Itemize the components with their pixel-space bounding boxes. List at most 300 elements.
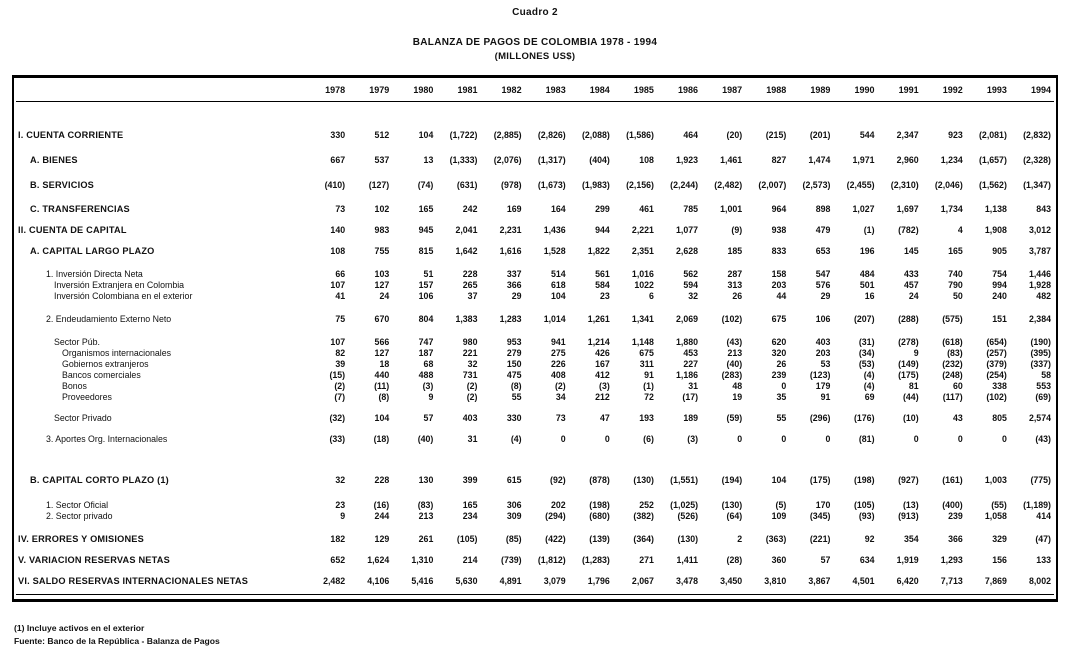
value-cell: 584	[595, 280, 610, 290]
value-cell: 39	[335, 359, 346, 369]
value-cell: 104	[771, 475, 787, 485]
value-cell: (102)	[721, 314, 743, 324]
value-cell: (47)	[1035, 534, 1051, 544]
value-cell: 92	[864, 534, 875, 544]
value-cell: (17)	[682, 392, 699, 402]
table-row	[16, 392, 1054, 403]
value-cell: 338	[992, 381, 1007, 391]
value-cell: 239	[948, 511, 963, 521]
row-label: Inversión Colombiana en el exterior	[54, 291, 193, 301]
value-cell: 366	[506, 280, 522, 290]
table-row	[16, 130, 1054, 141]
value-cell: 2,628	[676, 246, 699, 256]
value-cell: 5,630	[455, 576, 478, 586]
value-cell: 399	[462, 475, 478, 485]
value-cell: 0	[560, 434, 566, 444]
value-cell: (1,983)	[581, 180, 610, 190]
value-cell: (7)	[334, 392, 346, 402]
value-cell: 755	[374, 246, 390, 256]
value-cell: (201)	[809, 130, 831, 140]
value-cell: (775)	[1030, 475, 1051, 485]
value-cell: 227	[683, 359, 699, 369]
value-cell: (654)	[986, 337, 1007, 347]
value-cell: 0	[1001, 434, 1007, 444]
row-label: Sector Púb.	[54, 337, 100, 347]
value-cell: 73	[335, 204, 346, 214]
value-cell: 1,616	[499, 246, 522, 256]
value-cell: 72	[644, 392, 654, 402]
value-cell: 213	[418, 511, 434, 521]
value-cell: (1,189)	[1023, 500, 1051, 510]
year-column-header: 1980	[413, 85, 434, 95]
value-cell: 193	[639, 413, 654, 423]
value-cell: 0	[957, 434, 963, 444]
value-cell: (232)	[942, 359, 963, 369]
table-row	[16, 475, 1054, 486]
table-row	[16, 434, 1054, 445]
value-cell: 938	[771, 225, 787, 235]
value-cell: (927)	[898, 475, 919, 485]
value-cell: 0	[737, 434, 743, 444]
value-cell: 620	[771, 337, 787, 347]
table-caption: Cuadro 2	[512, 7, 558, 18]
row-label: Bonos	[62, 381, 87, 391]
year-column-header: 1988	[766, 85, 787, 95]
value-cell: (2)	[554, 381, 566, 391]
value-cell: (1,586)	[626, 130, 654, 140]
value-cell: (1,562)	[979, 180, 1007, 190]
value-cell: 16	[864, 291, 875, 301]
value-cell: (194)	[721, 475, 743, 485]
page-title: BALANZA DE PAGOS DE COLOMBIA 1978 - 1994	[412, 37, 658, 48]
value-cell: (15)	[329, 370, 346, 380]
value-cell: 106	[418, 291, 434, 301]
value-cell: 252	[639, 500, 654, 510]
value-cell: 311	[639, 359, 654, 369]
table-row	[16, 555, 1054, 566]
value-cell: 58	[1041, 370, 1051, 380]
table-row	[16, 314, 1054, 325]
value-cell: 32	[335, 475, 346, 485]
value-cell: (296)	[809, 413, 831, 423]
table-row	[16, 155, 1054, 166]
row-label: Sector Privado	[54, 413, 112, 423]
value-cell: 1,461	[720, 155, 743, 165]
value-cell: 69	[864, 392, 875, 402]
value-cell: 1,016	[631, 269, 654, 279]
value-cell: 566	[374, 337, 390, 347]
row-label: V. VARIACION RESERVAS NETAS	[18, 555, 170, 565]
value-cell: 104	[374, 413, 390, 423]
value-cell: (81)	[858, 434, 875, 444]
table-row	[16, 500, 1054, 511]
row-label: A. BIENES	[30, 155, 78, 165]
value-cell: (83)	[947, 348, 963, 358]
value-cell: (379)	[986, 359, 1007, 369]
value-cell: 24	[379, 291, 390, 301]
value-cell: (1,317)	[537, 155, 566, 165]
value-cell: 0	[781, 434, 787, 444]
value-cell: 479	[815, 225, 831, 235]
value-cell: 127	[374, 348, 390, 358]
value-cell: (422)	[545, 534, 566, 544]
value-cell: 18	[379, 359, 390, 369]
value-cell: 366	[948, 534, 963, 544]
value-cell: 634	[859, 555, 875, 565]
value-cell: (59)	[726, 413, 743, 423]
value-cell: (139)	[589, 534, 610, 544]
value-cell: 244	[374, 511, 390, 521]
value-cell: 106	[815, 314, 831, 324]
value-cell: 1,003	[984, 475, 1007, 485]
value-cell: (337)	[1030, 359, 1051, 369]
value-cell: (400)	[942, 500, 963, 510]
value-cell: (1,551)	[670, 475, 699, 485]
value-cell: 23	[335, 500, 346, 510]
value-cell: (254)	[986, 370, 1007, 380]
value-cell: 228	[462, 269, 478, 279]
value-cell: (40)	[726, 359, 743, 369]
value-cell: (2,244)	[670, 180, 699, 190]
row-label: II. CUENTA DE CAPITAL	[18, 225, 127, 235]
value-cell: 26	[776, 359, 787, 369]
value-cell: 129	[374, 534, 390, 544]
value-cell: 1,697	[896, 204, 919, 214]
table-bottom-rule	[16, 594, 1054, 595]
year-column-header: 1992	[942, 85, 963, 95]
value-cell: (74)	[417, 180, 434, 190]
value-cell: 164	[551, 204, 566, 214]
value-cell: 203	[815, 348, 831, 358]
value-cell: (4)	[863, 381, 875, 391]
value-cell: 145	[903, 246, 919, 256]
value-cell: 133	[1036, 555, 1051, 565]
value-cell: 2,231	[499, 225, 522, 235]
value-cell: 202	[551, 500, 566, 510]
table-row	[16, 370, 1054, 381]
value-cell: 1,436	[543, 225, 566, 235]
value-cell: 13	[423, 155, 434, 165]
value-cell: 156	[992, 555, 1007, 565]
value-cell: 189	[683, 413, 699, 423]
value-cell: 615	[506, 475, 522, 485]
value-cell: 196	[859, 246, 875, 256]
value-cell: 109	[771, 511, 787, 521]
value-cell: 562	[683, 269, 699, 279]
value-cell: (680)	[589, 511, 610, 521]
value-cell: 337	[506, 269, 522, 279]
value-cell: 0	[913, 434, 919, 444]
row-label: B. SERVICIOS	[30, 180, 95, 190]
value-cell: 945	[418, 225, 434, 235]
value-cell: 501	[859, 280, 875, 290]
value-cell: (1,347)	[1023, 180, 1051, 190]
value-cell: 53	[820, 359, 831, 369]
value-cell: 41	[335, 291, 346, 301]
value-cell: (410)	[324, 180, 346, 190]
row-label: 2. Endeudamiento Externo Neto	[46, 314, 172, 324]
value-cell: (2,081)	[979, 130, 1007, 140]
value-cell: 1,624	[367, 555, 390, 565]
value-cell: 26	[732, 291, 743, 301]
value-cell: (1,812)	[537, 555, 566, 565]
value-cell: 9	[428, 392, 434, 402]
value-cell: 5,416	[411, 576, 434, 586]
value-cell: 8,002	[1028, 576, 1051, 586]
value-cell: 313	[727, 280, 743, 290]
value-cell: 1,908	[984, 225, 1007, 235]
value-cell: 167	[595, 359, 610, 369]
table-row	[16, 180, 1054, 191]
value-cell: 354	[903, 534, 919, 544]
value-cell: (1,025)	[670, 500, 699, 510]
value-cell: 44	[776, 291, 787, 301]
row-label: IV. ERRORES Y OMISIONES	[18, 534, 144, 544]
year-column-header: 1986	[678, 85, 699, 95]
year-column-header: 1978	[325, 85, 346, 95]
value-cell: 3,012	[1028, 225, 1051, 235]
value-cell: (2,076)	[493, 155, 522, 165]
value-cell: 203	[771, 280, 787, 290]
row-label: B. CAPITAL CORTO PLAZO (1)	[30, 475, 169, 485]
value-cell: 1,642	[455, 246, 478, 256]
value-cell: (93)	[858, 511, 875, 521]
value-cell: 107	[330, 337, 346, 347]
value-cell: (2)	[466, 381, 478, 391]
value-cell: 2,067	[631, 576, 654, 586]
value-cell: 329	[992, 534, 1007, 544]
value-cell: (257)	[986, 348, 1007, 358]
value-cell: 1,383	[455, 314, 478, 324]
value-cell: 1,001	[720, 204, 743, 214]
value-cell: 2,351	[631, 246, 654, 256]
value-cell: 261	[418, 534, 434, 544]
value-cell: 403	[815, 337, 831, 347]
value-cell: (190)	[1030, 337, 1051, 347]
value-cell: 1,880	[676, 337, 699, 347]
value-cell: (4)	[863, 370, 875, 380]
value-cell: 2,221	[631, 225, 654, 235]
value-cell: 464	[683, 130, 699, 140]
value-cell: 309	[506, 511, 522, 521]
value-cell: 81	[908, 381, 919, 391]
value-cell: 9	[340, 511, 346, 521]
value-cell: (1,657)	[979, 155, 1007, 165]
value-cell: 4,501	[852, 576, 875, 586]
value-cell: (2,455)	[846, 180, 875, 190]
value-cell: 2,347	[896, 130, 919, 140]
value-cell: (1)	[863, 225, 875, 235]
value-cell: 6,420	[896, 576, 919, 586]
value-cell: 3,478	[676, 576, 699, 586]
value-cell: 2,041	[455, 225, 478, 235]
year-column-header: 1985	[633, 85, 654, 95]
value-cell: (404)	[589, 155, 610, 165]
value-cell: 130	[418, 475, 434, 485]
value-cell: 185	[727, 246, 743, 256]
value-cell: 165	[948, 246, 963, 256]
value-cell: (198)	[589, 500, 610, 510]
value-cell: (278)	[898, 337, 919, 347]
value-cell: 1,796	[587, 576, 610, 586]
value-cell: 1,186	[676, 370, 699, 380]
value-cell: (382)	[633, 511, 654, 521]
value-cell: (215)	[765, 130, 787, 140]
table-row	[16, 576, 1054, 587]
value-cell: 547	[815, 269, 831, 279]
value-cell: 7,713	[940, 576, 963, 586]
value-cell: (40)	[417, 434, 434, 444]
value-cell: 1,027	[852, 204, 875, 214]
value-cell: (878)	[589, 475, 610, 485]
value-cell: (364)	[633, 534, 654, 544]
value-cell: 482	[1036, 291, 1051, 301]
table-row	[16, 280, 1054, 291]
value-cell: 805	[992, 413, 1007, 423]
value-cell: (1,283)	[581, 555, 610, 565]
value-cell: 330	[330, 130, 346, 140]
year-header-row	[16, 78, 1054, 102]
year-column-header: 1982	[501, 85, 522, 95]
value-cell: 2	[737, 534, 743, 544]
value-cell: (44)	[902, 392, 919, 402]
units-subtitle: (MILLONES US$)	[494, 51, 576, 62]
table-row	[16, 534, 1054, 545]
value-cell: 1,293	[940, 555, 963, 565]
row-label: I. CUENTA CORRIENTE	[18, 130, 124, 140]
value-cell: (8)	[510, 381, 522, 391]
footnotes	[14, 622, 1070, 649]
value-cell: (117)	[942, 392, 963, 402]
value-cell: 66	[335, 269, 346, 279]
value-cell: (149)	[898, 359, 919, 369]
value-cell: 457	[903, 280, 919, 290]
value-cell: 740	[948, 269, 963, 279]
value-cell: (2)	[466, 392, 478, 402]
value-cell: 320	[771, 348, 787, 358]
value-cell: 3,810	[764, 576, 787, 586]
value-cell: (8)	[378, 392, 390, 402]
value-cell: 4	[957, 225, 963, 235]
row-label: 2. Sector privado	[46, 511, 113, 521]
value-cell: (130)	[721, 500, 743, 510]
value-cell: (53)	[858, 359, 875, 369]
value-cell: 670	[374, 314, 390, 324]
value-cell: (526)	[677, 511, 699, 521]
value-cell: 157	[418, 280, 434, 290]
value-cell: 242	[462, 204, 478, 214]
value-cell: 1,261	[587, 314, 610, 324]
value-cell: 594	[683, 280, 699, 290]
value-cell: 843	[1036, 204, 1051, 214]
value-cell: (221)	[809, 534, 831, 544]
value-cell: (2,046)	[934, 180, 963, 190]
source-note: Fuente: Banco de la República - Balanza de Pagos	[14, 636, 220, 647]
value-cell: (92)	[550, 475, 566, 485]
value-cell: 953	[506, 337, 522, 347]
value-cell: 2,482	[323, 576, 346, 586]
value-cell: 299	[595, 204, 610, 214]
value-cell: 34	[555, 392, 566, 402]
value-cell: 91	[820, 392, 831, 402]
value-cell: 537	[374, 155, 390, 165]
value-cell: 102	[374, 204, 390, 214]
table-row	[16, 269, 1054, 280]
value-cell: 754	[992, 269, 1007, 279]
value-cell: 103	[374, 269, 390, 279]
value-cell: 804	[418, 314, 434, 324]
row-label: VI. SALDO RESERVAS INTERNACIONALES NETAS	[18, 576, 249, 586]
value-cell: 19	[732, 392, 743, 402]
value-cell: 43	[952, 413, 963, 423]
value-cell: (176)	[853, 413, 875, 423]
value-cell: 165	[418, 204, 434, 214]
value-cell: (64)	[726, 511, 743, 521]
value-cell: 32	[688, 291, 699, 301]
value-cell: (782)	[898, 225, 919, 235]
value-cell: 187	[418, 348, 434, 358]
value-cell: (363)	[765, 534, 787, 544]
value-cell: 905	[992, 246, 1007, 256]
value-cell: 1,919	[896, 555, 919, 565]
value-cell: 667	[330, 155, 346, 165]
value-cell: 1,058	[984, 511, 1007, 521]
value-cell: (33)	[329, 434, 346, 444]
year-column-header: 1983	[545, 85, 566, 95]
year-column-header: 1993	[986, 85, 1007, 95]
value-cell: 306	[506, 500, 522, 510]
value-cell: 561	[595, 269, 610, 279]
value-cell: 833	[771, 246, 787, 256]
value-cell: (345)	[809, 511, 831, 521]
value-cell: 68	[423, 359, 434, 369]
value-cell: (28)	[726, 555, 743, 565]
value-cell: (130)	[633, 475, 654, 485]
value-cell: (161)	[942, 475, 963, 485]
value-cell: 179	[815, 381, 831, 391]
row-label: Gobiernos extranjeros	[62, 359, 149, 369]
value-cell: 747	[418, 337, 434, 347]
value-cell: 169	[506, 204, 522, 214]
value-cell: 731	[462, 370, 478, 380]
value-cell: 57	[423, 413, 434, 423]
value-cell: 1,014	[543, 314, 566, 324]
value-cell: 1,234	[940, 155, 963, 165]
value-cell: 488	[418, 370, 434, 380]
value-cell: (16)	[373, 500, 390, 510]
value-cell: 815	[418, 246, 434, 256]
value-cell: (5)	[775, 500, 787, 510]
value-cell: (34)	[858, 348, 875, 358]
value-cell: 964	[771, 204, 787, 214]
value-cell: 221	[462, 348, 478, 358]
row-label: Proveedores	[62, 392, 112, 402]
value-cell: 234	[462, 511, 478, 521]
value-cell: 403	[462, 413, 478, 423]
value-cell: 31	[467, 434, 478, 444]
value-cell: (2,156)	[626, 180, 654, 190]
value-cell: 9	[913, 348, 919, 358]
value-cell: (1,673)	[537, 180, 566, 190]
value-cell: (18)	[373, 434, 390, 444]
value-cell: 108	[639, 155, 654, 165]
value-cell: 1,474	[808, 155, 831, 165]
value-cell: 214	[462, 555, 478, 565]
value-cell: 785	[683, 204, 699, 214]
value-cell: 73	[555, 413, 566, 423]
value-cell: (2,826)	[537, 130, 566, 140]
value-cell: 475	[506, 370, 522, 380]
